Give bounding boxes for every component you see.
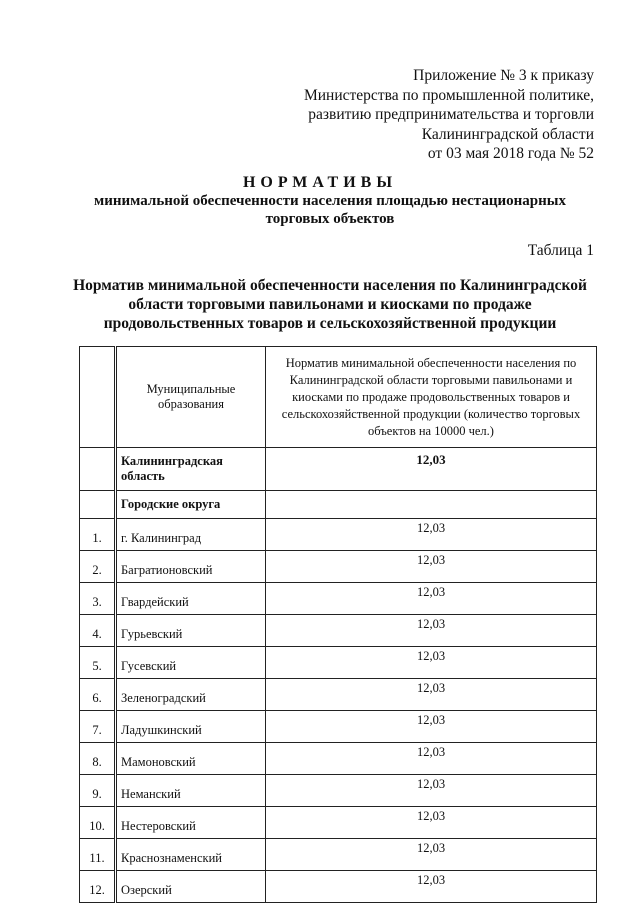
order-reference <box>304 66 594 164</box>
row-municipality: Озерский <box>116 871 266 903</box>
table-row <box>80 647 597 679</box>
row-number: 8. <box>80 743 116 775</box>
row-value: 12,03 <box>266 647 597 679</box>
table-heading-line: продовольственных товаров и сельскохозяйственной продукции <box>103 315 557 332</box>
row-value: 12,03 <box>266 615 597 647</box>
table-number-label: Таблица 1 <box>527 242 594 259</box>
subtitle-line: минимальной обеспеченности населения площадью нестационарных <box>94 193 566 209</box>
row-value: 12,03 <box>266 583 597 615</box>
table-row <box>80 519 597 551</box>
row-municipality: Гвардейский <box>116 583 266 615</box>
row-value: 12,03 <box>266 679 597 711</box>
row-number: 5. <box>80 647 116 679</box>
row-municipality: Нестеровский <box>116 807 266 839</box>
row-number: 1. <box>80 519 116 551</box>
row-number: 10. <box>80 807 116 839</box>
row-municipality: Гусевский <box>116 647 266 679</box>
row-municipality: Багратионовский <box>116 551 266 583</box>
table-heading-line: области торговыми павильонами и киосками по продаже <box>128 296 532 313</box>
row-municipality: г. Калининград <box>116 519 266 551</box>
header-municipality-cell: Муниципальные образования <box>116 347 266 448</box>
order-reference-line: Приложение № 3 к приказу <box>413 67 594 84</box>
row-value: 12,03 <box>266 743 597 775</box>
table-heading <box>60 276 600 333</box>
row-municipality: Ладушкинский <box>116 711 266 743</box>
row-municipality: Мамоновский <box>116 743 266 775</box>
row-number: 12. <box>80 871 116 903</box>
row-municipality: Зеленоградский <box>116 679 266 711</box>
norms-table <box>79 346 597 903</box>
row-number: 7. <box>80 711 116 743</box>
header-num-cell <box>80 347 116 448</box>
table-row <box>80 807 597 839</box>
table-heading-line: Норматив минимальной обеспеченности населения по Калининградской <box>73 277 587 294</box>
table-row <box>80 775 597 807</box>
row-number: 9. <box>80 775 116 807</box>
table-row <box>80 679 597 711</box>
header-norm-cell: Норматив минимальной обеспеченности населения по Калининградской области торговыми павильонами и киосками по продаже продовольственных товаров и сельскохозяйственной продукции (количество торговых объектов на 10000 чел.) <box>266 347 597 448</box>
document-title: НОРМАТИВЫ <box>242 174 398 191</box>
row-number: 4. <box>80 615 116 647</box>
table-header-row <box>80 347 597 448</box>
row-value: 12,03 <box>266 711 597 743</box>
section-row <box>80 491 597 519</box>
row-number: 6. <box>80 679 116 711</box>
order-reference-line: Министерства по промышленной политике, <box>303 86 594 104</box>
section-num-cell <box>80 491 116 519</box>
row-value: 12,03 <box>266 839 597 871</box>
row-municipality: Краснознаменский <box>116 839 266 871</box>
row-number: 3. <box>80 583 116 615</box>
row-municipality: Неманский <box>116 775 266 807</box>
document-subtitle <box>60 192 600 228</box>
region-value-cell: 12,03 <box>266 448 597 491</box>
subtitle-line: торговых объектов <box>265 211 395 227</box>
order-reference-line: от 03 мая 2018 года № 52 <box>427 145 594 162</box>
region-total-row <box>80 448 597 491</box>
order-reference-line: развитию предпринимательства и торговли <box>308 106 594 123</box>
order-reference-line: Калининградской области <box>421 125 594 143</box>
row-number: 11. <box>80 839 116 871</box>
region-name-cell: Калининградская область <box>116 448 266 491</box>
row-value: 12,03 <box>266 519 597 551</box>
section-value-cell <box>266 491 597 519</box>
row-number: 2. <box>80 551 116 583</box>
section-name-cell: Городские округа <box>116 491 266 519</box>
row-value: 12,03 <box>266 775 597 807</box>
region-num-cell <box>80 448 116 491</box>
row-value: 12,03 <box>266 807 597 839</box>
row-municipality: Гурьевский <box>116 615 266 647</box>
table-row <box>80 551 597 583</box>
table-row <box>80 711 597 743</box>
table-row <box>80 615 597 647</box>
table-row <box>80 871 597 903</box>
row-value: 12,03 <box>266 551 597 583</box>
row-value: 12,03 <box>266 871 597 903</box>
table-row <box>80 839 597 871</box>
table-row <box>80 583 597 615</box>
table-row <box>80 743 597 775</box>
